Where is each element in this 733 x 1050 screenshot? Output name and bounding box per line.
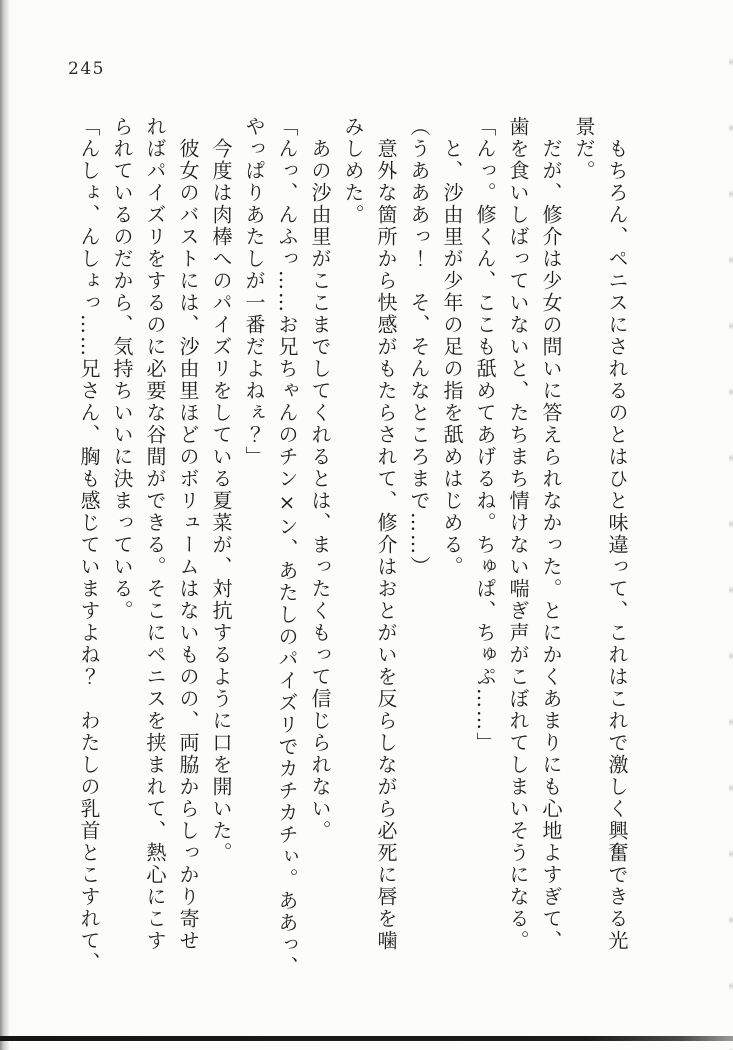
text-line: ればパイズリをするのに必要な谷間ができる。そこにペニスを挟まれて、熱心にこす <box>143 116 167 952</box>
text-line: だが、修介は少女の問いに答えられなかった。とにかくあまりにも心地よすぎて、 <box>539 116 563 952</box>
body-text <box>72 116 633 980</box>
text-line: 彼女のバストには、沙由里ほどのボリュームはないものの、両脇からしっかり寄せ <box>176 116 200 952</box>
text-line: 今度は肉棒へのパイズリをしている夏菜が、対抗するように口を開いた。 <box>209 116 233 864</box>
text-line: あの沙由里がここまでしてくれるとは、まったくもって信じられない。 <box>308 116 332 842</box>
right-edge-scan-marks <box>729 0 733 1050</box>
text-line: 「んしょ、んしょっ……兄さん、胸も感じていますよね？ わたしの乳首とこすれて、 <box>77 116 101 974</box>
page-number: 245 <box>68 59 105 79</box>
bottom-rule-divider <box>0 1036 733 1041</box>
text-line: と、沙由里が少年の足の指を舐めはじめる。 <box>440 116 464 578</box>
text-line: やっぱりあたしが一番だよねぇ？」 <box>242 116 266 468</box>
left-edge-scan-shadow <box>0 0 10 1050</box>
text-line: 「んっ、んふっ……お兄ちゃんのチン×ン、あたしのパイズリでカチカチぃ。ああっ、 <box>275 116 299 978</box>
text-line: 歯を食いしばっていないと、たちまち情けない喘ぎ声がこぼれてしまいそうになる。 <box>506 116 530 952</box>
text-line: られているのだから、気持ちいいに決まっている。 <box>110 116 134 622</box>
text-line: もちろん、ペニスにされるのとはひと味違って、これはこれで激しく興奮できる光 <box>605 116 629 952</box>
text-line: 意外な箇所から快感がもたらされて、修介はおとがいを反らしながら必死に唇を噛 <box>374 116 398 952</box>
text-line: （うあああっ！ そ、そんなところまで……） <box>407 116 431 578</box>
text-line: 「んっ。修くん、ここも舐めてあげるね。ちゅぱ、ちゅぷ……」 <box>473 116 497 754</box>
text-line: 景だ。 <box>572 116 596 182</box>
text-line: みしめた。 <box>341 116 365 226</box>
